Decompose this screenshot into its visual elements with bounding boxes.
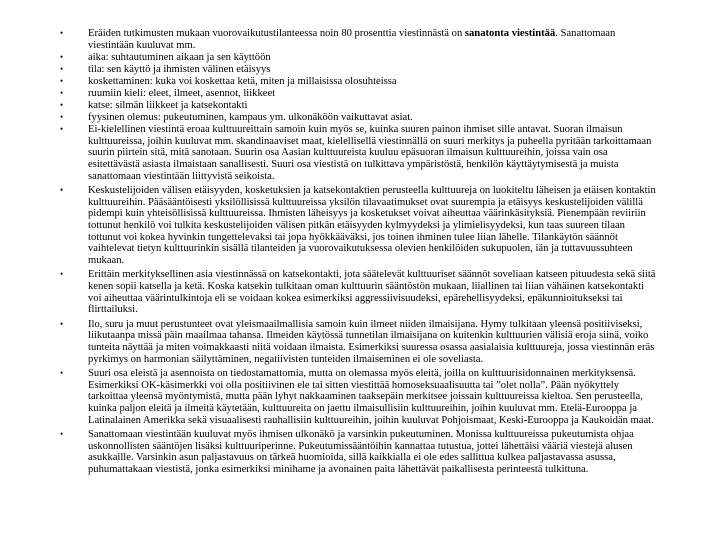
list-item-text: aika: suhtautuminen aikaan ja sen käyttöön xyxy=(88,51,271,63)
bullet-icon: • xyxy=(60,368,64,379)
list-item-text: tila: sen käyttö ja ihmisten välinen etäisyys xyxy=(88,63,271,75)
list-item-text: Eräiden tutkimusten mukaan vuorovaikutustilanteessa noin 80 prosenttia viestinnästä on sanatonta viestintää. Sanattomaan viestintään kuuluvat mm. xyxy=(88,28,616,51)
list-item-text: fyysinen olemus: pukeutuminen, kampaus ym. ulkonäköön vaikuttavat asiat. xyxy=(88,112,413,124)
list-item xyxy=(60,64,660,76)
bullet-icon: • xyxy=(60,124,64,135)
emphasis-text: sanatonta viestintää xyxy=(464,28,556,39)
list-item xyxy=(60,76,660,88)
list-item xyxy=(60,429,660,475)
list-item xyxy=(60,185,660,266)
list-item xyxy=(60,52,660,64)
bullet-icon: • xyxy=(60,185,64,196)
list-item xyxy=(60,269,660,315)
list-item xyxy=(60,368,660,426)
list-item-text: Ilo, suru ja muut perustunteet ovat yleismaailmallisia samoin kuin ilmeet niiden ilmaisijana. Hymy tulkitaan yleensä positiiviseksi, liikutaanpa missä päin maailmaa tahansa. Ilmeiden käytössä tunnetilan ilmaisijana on kuitenkin kulttuurien välisiä eroja siinä, voiko tunteita näyttää ja miten voimakkaasti niitä voidaan ilmaista. Esimerkiksi suuressa osassa aasialaisia kulttuureja, jossa viestinnän eräs pyrkimys on harmonian säilyttäminen, negatiivisten tunteiden ilmaiseminen ei ole soveliasta. xyxy=(88,318,655,365)
list-item xyxy=(60,100,660,112)
bullet-list xyxy=(60,28,660,476)
list-item-text: Suuri osa eleistä ja asennoista on tiedostamattomia, mutta on olemassa myös eleitä, joilla on kulttuurisidonnainen merkityksensä. Esimerkiksi OK-käsimerkki voi olla positiivinen ele tai sitten viestittää homoseksuaalisuutta tai ”olet nolla”. Pään nyökyttely tarkoittaa yleensä myöntymistä, mutta pään lyhyt nakkaaminen taaksepäin merkitsee joissain kulttuureissa kieltoa. Sen perusteella, kuinka paljon eleitä ja ilmeitä käytetään, kulttuureita on jaettu ilmaisullisiin kulttuureihin, joihin kuuluvat mm. Etelä-Eurooppa ja Latinalainen Amerikka sekä visuaalisesti rauhallisiin kulttuureihin, joihin kuuluvat Pohjoismaat, Keski-Eurooppa ja Kaukoidän maat. xyxy=(88,368,654,426)
list-item xyxy=(60,28,660,51)
list-item xyxy=(60,124,660,182)
list-item-text: Keskustelijoiden välisen etäisyyden, kosketuksien ja katsekontaktien perusteella kulttuureja on luokiteltu läheisen ja etäisen kontaktin kulttuureihin. Pääsääntöisesti yksilöllisissä kulttuureissa yksilön tilavaatimukset ovat suurempia ja etäisyys keskustelijoiden välillä pidempi kuin yhteisöllisissä kulttuureissa. Ihmisten läheisyys ja kosketukset voivat aiheuttaa väärinkäsityksiä. Pienempään reviiriin tottunut henkilö voi tulkita keskustelijoiden välisen pitkän etäisyyden kylmyydeksi ja ylimielisyydeksi, kun taas suureen tilaan tottunut voi kokea hyvinkin tungettelevaksi tai jopa hyökkääväksi, jos toinen ihminen tulee liian lähelle. Tilankäytön säännöt vaihtelevat tietyn kulttuurinkin sisällä tilanteiden ja vuorovaikutuksessa olevien henkilöiden sukupuolen, iän ja tuttavuussuhteen mukaan. xyxy=(88,185,656,266)
list-item-text: Erittäin merkityksellinen asia viestinnässä on katsekontakti, jota säätelevät kulttuuriset säännöt soveliaan katseen pituudesta sekä siitä kenen sopii katsella ja ketä. Koska katsekin tulkitaan oman kulttuurin sääntöstön mukaan, liiallinen tai liian vähäinen katsekontakti voi aiheuttaa väärintulkintoja eli se voidaan kokea esimerkiksi aggressiivisuudeksi, epärehellisyydeksi, epäkunnioitukseksi tai flirttailuksi. xyxy=(88,269,656,316)
list-item xyxy=(60,112,660,124)
bullet-icon: • xyxy=(60,28,64,38)
bullet-icon: • xyxy=(60,112,64,123)
bullet-icon: • xyxy=(60,429,64,440)
bullet-icon: • xyxy=(60,51,64,62)
list-item-text: Ei-kielellinen viestintä eroaa kulttuureittain samoin kuin myös se, kuinka suuren painon ihmiset sille antavat. Suoran ilmaisun kulttuureissa, joihin kuuluvat mm. skandinaaviset maat, kielellisellä viestinnällä on suuri merkitys ja puheella pyritään tarkoittamaan suurin piirtein sitä, mitä sanotaan. Suurin osa Aasian kulttuureista kuuluu epäsuoran ilmaisun kulttuureihin, joissa vain osa esitettävästä asiasta ilmaistaan sanallisesti. Suuri osa viestistä on tulkittava ympäristöstä, henkilön käyttäytymisestä ja muista sanattomaan viestintään liittyvistä seikoista. xyxy=(88,124,652,182)
list-item-text: katse: silmän liikkeet ja katsekontakti xyxy=(88,100,248,112)
list-item-text: koskettaminen: kuka voi koskettaa ketä, miten ja millaisissa olosuhteissa xyxy=(88,75,397,87)
bullet-icon: • xyxy=(60,63,64,74)
list-item-text: ruumiin kieli: eleet, ilmeet, asennot, liikkeet xyxy=(88,87,276,99)
list-item xyxy=(60,88,660,100)
bullet-icon: • xyxy=(60,318,64,329)
bullet-icon: • xyxy=(60,100,64,111)
list-item xyxy=(60,319,660,365)
bullet-icon: • xyxy=(60,269,64,280)
list-item-text: Sanattomaan viestintään kuuluvat myös ihmisen ulkonäkö ja varsinkin pukeutuminen. Monissa kulttuureissa pukeutumista ohjaa uskonnollisten sääntöjen lisäksi kulttuuriperinne. Pukeutumissääntöihin kannattaa tutustua, jottei lähettäisi vääriä viestejä alusen asukkaille. Varsinkin asun paljastavuus on tärkeä huomioida, sillä kaikkialla ei ole edes sallittua kulkea paljastavassa asussa, puhumattakaan viestistä, jonka esimerkiksi minihame ja avonainen paita lähettävät paikallisesta perinteestä tulkittuna. xyxy=(88,429,634,475)
bullet-icon: • xyxy=(60,75,64,86)
bullet-icon: • xyxy=(60,87,64,98)
